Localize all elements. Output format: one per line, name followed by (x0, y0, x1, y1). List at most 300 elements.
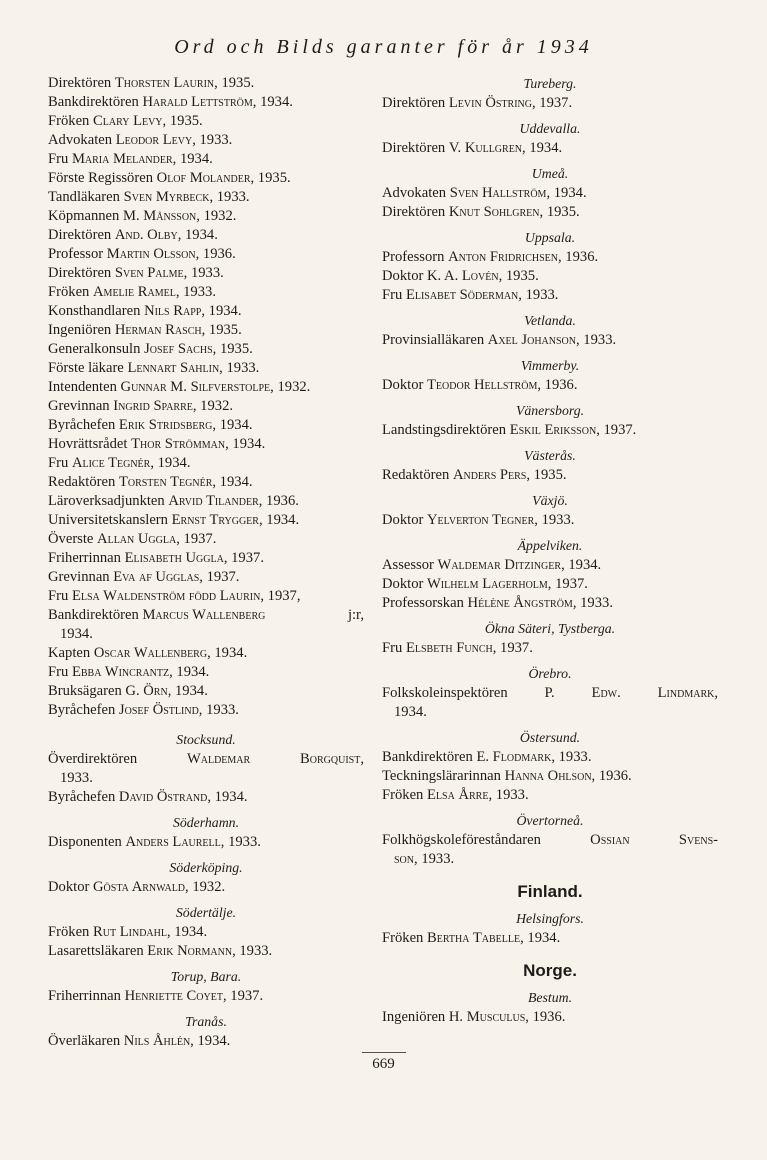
entry-year: 1934. (527, 930, 561, 946)
entry-year: 1937. (555, 576, 588, 592)
entry-title: Bankdirektören (382, 749, 473, 765)
entry-title: Doktor (382, 512, 424, 528)
entry-name: Axel Johanson (487, 332, 576, 348)
entry-title: Assessor (382, 557, 434, 573)
entry-year: 1937. (603, 422, 637, 438)
place-heading: Vimmerby. (520, 358, 580, 373)
entry-title: Förste Regissören (48, 170, 153, 186)
entry-name: Rut Lindahl (93, 924, 167, 940)
entry-title: Landstingsdirektören (382, 422, 507, 438)
entry: Förste Regissören Olof Molander, 1935. (48, 170, 291, 186)
entry: Fröken Bertha Tabelle, 1934. (382, 930, 561, 946)
entry-year: 1934. (208, 303, 242, 319)
place-heading: Västerås. (524, 448, 576, 463)
entry-list (382, 556, 718, 613)
entry: Provinsialläkaren Axel Johanson, 1933. (382, 332, 617, 348)
entry: Teckningslärarinnan Hanna Ohlson, 1936. (382, 768, 632, 784)
entry-name: Oscar Wallenberg (93, 645, 208, 661)
entry: Assessor Waldemar Ditzinger, 1934. (382, 557, 602, 573)
entry-title: Ingeniören (382, 1009, 446, 1025)
entry-marcus-wallenberg: Bankdirektören Marcus Wallenberg j:r, 1934. (48, 607, 364, 642)
entry: Fröken Amelie Ramel, 1933. (48, 284, 216, 300)
country-heading: Norge. (523, 961, 577, 980)
entry: Konsthandlaren Nils Rapp, 1934. (48, 303, 242, 319)
entry-name: Maria Melander (71, 151, 173, 167)
place-heading: Övertorneå. (516, 813, 584, 828)
entry-title: Doktor (382, 268, 424, 284)
entry-title: Kapten (48, 645, 91, 661)
entry: Advokaten Sven Hallström, 1934. (382, 185, 587, 201)
entry: Bankdirektören Harald Lettström, 1934. (48, 94, 293, 110)
entry-year: 1933. (228, 834, 261, 850)
entry-list (382, 331, 718, 350)
page-footer (0, 1052, 767, 1073)
entry-year: 1933. (239, 943, 273, 959)
entry-name: Eskil Eriksson (509, 422, 597, 438)
entry: Redaktören Anders Pers, 1935. (382, 467, 567, 483)
entry-title: Intendenten (48, 379, 117, 395)
entry-list (48, 644, 364, 720)
entry-name: Ernst Trygger (171, 512, 259, 528)
entry-name: Teodor Hellström (427, 377, 538, 393)
entry-title: Universitetskanslern (48, 512, 168, 528)
entry-name: Erik Normann (147, 943, 233, 959)
entry-year: 1933. (226, 360, 260, 376)
entry: Advokaten Leodor Levy, 1933. (48, 132, 233, 148)
entry-name: Erik Stridsberg (118, 417, 213, 433)
entry: Direktören Sven Palme, 1933. (48, 265, 224, 281)
entry-name: Elsa Waldenström född Laurin (71, 588, 261, 604)
page-number-rule (362, 1052, 406, 1053)
entry-list (382, 929, 718, 948)
entry-name: Anders Laurell (125, 834, 221, 850)
entry-year: 1937. (539, 95, 573, 111)
place-heading: Uddevalla. (519, 121, 581, 136)
entry: Fru Elsbeth Funch, 1937. (382, 640, 533, 656)
entry: Doktor Wilhelm Lagerholm, 1937. (382, 576, 588, 592)
entry-year: 1933. (206, 702, 239, 718)
entry-list (382, 748, 718, 805)
entry-year: 1934. (197, 1033, 231, 1049)
entry-year: 1933. (558, 749, 592, 765)
entry-year: 1934. (232, 436, 266, 452)
entry-year: 1935. (257, 170, 291, 186)
entry: Grevinnan Eva af Ugglas, 1937. (48, 569, 240, 585)
section-list (382, 988, 718, 1027)
entry-year: 1935. (169, 113, 203, 129)
entry-year: 1934. (157, 455, 191, 471)
entry-year: 1933. (541, 512, 575, 528)
entry-name: Arvid Tilander (168, 493, 259, 509)
entry-name: Martin Olsson (106, 246, 196, 262)
entry: Lasarettsläkaren Erik Normann, 1933. (48, 943, 273, 959)
entry: Fru Elsa Waldenström född Laurin, 1937, (48, 588, 301, 604)
entry-year: 1937. (206, 569, 240, 585)
entry-title: Överläkaren (48, 1033, 121, 1049)
entry: Överste Allan Uggla, 1937. (48, 531, 217, 547)
place-heading: Tureberg. (523, 76, 577, 91)
entry-list (382, 248, 718, 305)
place-heading: Ökna Säteri, Tystberga. (484, 621, 616, 636)
entry-title: Fru (48, 588, 69, 604)
place-heading: Söderköping. (169, 860, 243, 875)
entry-name: Elisabet Söderman (405, 287, 519, 303)
entry-title: Byråchefen (48, 702, 116, 718)
entry-ossian-svensson: Folkhögskoleföreståndaren Ossian Svens- son, 1933. (382, 832, 718, 867)
entry-name: And. Olby (114, 227, 178, 243)
entry: Direktören And. Olby, 1934. (48, 227, 218, 243)
entry-list (382, 94, 718, 113)
entry: Fru Alice Tegnér, 1934. (48, 455, 191, 471)
entry-title: Grevinnan (48, 398, 110, 414)
entry-name: Amelie Ramel (93, 284, 176, 300)
entry-title: Fröken (48, 284, 90, 300)
entry: Direktören Knut Sohlgren, 1935. (382, 204, 580, 220)
entry-title: Direktören (48, 265, 112, 281)
entry-name: Olof Molander (156, 170, 251, 186)
entry-name: Thorsten Laurin (114, 75, 215, 91)
entry-year: 1932. (192, 879, 226, 895)
entry-name: Elsa Årre (427, 787, 489, 803)
entry-name: Anton Fridrichsen (448, 249, 558, 265)
entry-title: Byråchefen (48, 789, 116, 805)
entry-year: 1934. (175, 683, 208, 699)
entry-name: Harald Lettström (142, 94, 253, 110)
entry-year: 1934. (176, 664, 210, 680)
entry-title: Doktor (382, 576, 424, 592)
entry-list (48, 987, 364, 1006)
entry-name: Josef Östlind (118, 702, 199, 718)
entry-name: V. Kullgren (448, 140, 523, 156)
entry-year: 1934. (553, 185, 587, 201)
entry-name: Thor Strömman (131, 436, 226, 452)
entry-name: Lennart Sahlin (127, 360, 220, 376)
entry-title: Fröken (382, 787, 424, 803)
entry-year: 1937. (183, 531, 217, 547)
entry-title: Generalkonsuln (48, 341, 141, 357)
entry-year: 1934. (568, 557, 602, 573)
entry: Bruksägaren G. Örn, 1934. (48, 683, 208, 699)
entry: Byråchefen David Östrand, 1934. (48, 789, 248, 805)
entry: Doktor Yelverton Tegner, 1933. (382, 512, 575, 528)
entry-name: Ebba Wincrantz (71, 664, 170, 680)
entry: Köpmannen M. Månsson, 1932. (48, 208, 237, 224)
entry-list (382, 639, 718, 658)
entry-name: G. Örn (125, 683, 168, 699)
entry: Doktor Gösta Arnwald, 1932. (48, 879, 226, 895)
place-heading: Södertälje. (175, 905, 237, 920)
place-heading: Söderhamn. (172, 815, 240, 830)
entry: Överläkaren Nils Åhlén, 1934. (48, 1033, 231, 1049)
entry-title: Överste (48, 531, 94, 547)
entry: Professor Martin Olsson, 1936. (48, 246, 236, 262)
entry-year: 1933. (190, 265, 224, 281)
entry-list (48, 788, 364, 807)
entry: Professorskan Hélène Ångström, 1933. (382, 595, 613, 611)
entry: Professorn Anton Fridrichsen, 1936. (382, 249, 599, 265)
entry-title: Köpmannen (48, 208, 120, 224)
entry-year: 1932. (203, 208, 237, 224)
entry-year: 1933. (580, 595, 613, 611)
entry-title: Fru (48, 151, 69, 167)
entry: Doktor K. A. Lovén, 1935. (382, 268, 539, 284)
entry-title: Fru (382, 640, 403, 656)
entry-list (382, 184, 718, 222)
entry-year: 1935. (533, 467, 567, 483)
entry: Friherrinnan Henriette Coyet, 1937. (48, 988, 264, 1004)
entry-name: H. Musculus (448, 1009, 526, 1025)
entry-year: 1935. (505, 268, 539, 284)
place-heading: Torup, Bara. (170, 969, 242, 984)
entry-title: Fru (382, 287, 403, 303)
entry-name: Hanna Ohlson (504, 768, 592, 784)
entry-year: 1937. (231, 550, 264, 566)
entry-year: 1936. (532, 1009, 566, 1025)
entry-name: E. Flodmark (476, 749, 552, 765)
entry-year: 1936. (202, 246, 236, 262)
entry: Fru Ebba Wincrantz, 1934. (48, 664, 210, 680)
entry-list (48, 878, 364, 897)
entry-name: Eva af Ugglas (113, 569, 200, 585)
entry-title: Bankdirektören (48, 94, 139, 110)
entry-title: Fröken (382, 930, 424, 946)
entry-list (382, 1008, 718, 1027)
entry-year: 1932. (277, 379, 311, 395)
entry-title: Direktören (382, 140, 446, 156)
entry: Friherrinnan Elisabeth Uggla, 1937. (48, 550, 264, 566)
entry: Fröken Elsa Årre, 1933. (382, 787, 529, 803)
entry-title: Direktören (48, 227, 112, 243)
entry-title: Bruksägaren (48, 683, 122, 699)
country-heading: Finland. (517, 882, 583, 901)
entry-title: Redaktören (382, 467, 450, 483)
entry: Byråchefen Erik Stridsberg, 1934. (48, 417, 253, 433)
place-heading: Östersund. (519, 730, 581, 745)
entry: Intendenten Gunnar M. Silfverstolpe, 1932. (48, 379, 311, 395)
entry-year: 1933. (583, 332, 617, 348)
entry-name: Henriette Coyet (124, 988, 223, 1004)
entry-list (48, 74, 364, 606)
entry-list (48, 833, 364, 852)
entry-name: M. Månsson (123, 208, 197, 224)
entry-title: Ingeniören (48, 322, 112, 338)
entry: Doktor Teodor Hellström, 1936. (382, 377, 578, 393)
entry: Direktören V. Kullgren, 1934. (382, 140, 563, 156)
entry-list (382, 466, 718, 485)
entry: Redaktören Torsten Tegnér, 1934. (48, 474, 253, 490)
place-heading: Uppsala. (524, 230, 576, 245)
entry-name: Alice Tegnér (71, 455, 151, 471)
entry-title: Direktören (48, 75, 112, 91)
entry-name: Sven Myrbeck (123, 189, 210, 205)
place-heading: Tranås. (185, 1014, 227, 1029)
entry: Bankdirektören E. Flodmark, 1933. (382, 749, 592, 765)
entry-title: Grevinnan (48, 569, 110, 585)
place-heading: Vetlanda. (524, 313, 576, 328)
entry: Byråchefen Josef Östlind, 1933. (48, 702, 239, 718)
place-heading: Bestum. (527, 990, 573, 1005)
entry-title: Professor (48, 246, 104, 262)
entry-year: 1936. (598, 768, 632, 784)
entry-year: 1935. (546, 204, 580, 220)
entry-name: Yelverton Tegner (427, 512, 535, 528)
entry-name: Herman Rasch (114, 322, 202, 338)
entry-name: Torsten Tegnér (118, 474, 213, 490)
entry-list (48, 1032, 364, 1051)
entry-name: David Östrand (118, 789, 208, 805)
entry-title: Advokaten (382, 185, 447, 201)
entry-title: Fru (48, 664, 69, 680)
entry-list (382, 376, 718, 395)
entry-title: Advokaten (48, 132, 113, 148)
entry-name: Sven Hallström (449, 185, 547, 201)
entry-title: Läroverksadjunkten (48, 493, 165, 509)
entry-year: 1933. (495, 787, 529, 803)
entry-year: 1937. (230, 988, 264, 1004)
place-heading: Vänersborg. (515, 403, 585, 418)
entry-name: Nils Rapp (144, 303, 202, 319)
entry-title: Doktor (382, 377, 424, 393)
entry-name: Gunnar M. Silfverstolpe (120, 379, 271, 395)
entry: Fru Maria Melander, 1934. (48, 151, 213, 167)
entry-name: Levin Östring (448, 95, 532, 111)
entry-year: 1936. (565, 249, 599, 265)
place-heading: Helsingfors. (516, 911, 584, 926)
entry: Ingeniören H. Musculus, 1936. (382, 1009, 566, 1025)
entry-name: Sven Palme (114, 265, 184, 281)
right-column (382, 74, 718, 1027)
entry-title: Teckningslärarinnan (382, 768, 501, 784)
entry-title: Byråchefen (48, 417, 116, 433)
entry-name: Leodor Levy (115, 132, 193, 148)
entry-edw-lindmark: Folkskoleinspektören P. Edw. Lindmark, 1934. (382, 685, 718, 720)
entry-name: K. A. Lovén (427, 268, 499, 284)
entry-title: Fröken (48, 113, 90, 129)
running-header: Ord och Bilds garanter för år 1934 (174, 36, 593, 58)
entry-title: Provinsialläkaren (382, 332, 485, 348)
entry-name: Allan Uggla (97, 531, 177, 547)
entry: Direktören Thorsten Laurin, 1935. (48, 75, 255, 91)
entry-year: 1935. (219, 341, 253, 357)
entry-name: Elsbeth Funch (405, 640, 493, 656)
place-heading: Örebro. (528, 666, 572, 681)
entry-title: Disponenten (48, 834, 122, 850)
entry: Läroverksadjunkten Arvid Tilander, 1936. (48, 493, 299, 509)
place-heading: Umeå. (531, 166, 569, 181)
entry-name: Waldemar Ditzinger (437, 557, 562, 573)
entry: Generalkonsuln Josef Sachs, 1935. (48, 341, 253, 357)
entry-list (382, 421, 718, 440)
entry-title: Direktören (382, 95, 446, 111)
entry: Fröken Clary Levy, 1935. (48, 113, 203, 129)
entry-name: Clary Levy (93, 113, 163, 129)
entry-title: Doktor (48, 879, 90, 895)
entry-name: Ingrid Sparre (113, 398, 193, 414)
entry-title: Konsthandlaren (48, 303, 141, 319)
entry-name: Nils Åhlén (123, 1033, 191, 1049)
section-list (382, 909, 718, 948)
entry-name: Gösta Arnwald (93, 879, 186, 895)
entry: Fröken Rut Lindahl, 1934. (48, 924, 208, 940)
place-heading: Stocksund. (176, 732, 236, 747)
entry-name: Wilhelm Lagerholm (427, 576, 548, 592)
entry-title: Friherrinnan (48, 988, 121, 1004)
entry-year: 1934. (185, 227, 218, 243)
entry-year: 1933. (199, 132, 233, 148)
entry-title: Fröken (48, 924, 90, 940)
entry-title: Redaktören (48, 474, 116, 490)
entry-list (382, 139, 718, 158)
entry: Förste läkare Lennart Sahlin, 1933. (48, 360, 260, 376)
entry: Landstingsdirektören Eskil Eriksson, 1937. (382, 422, 637, 438)
entry-year: 1932. (200, 398, 234, 414)
entry: Hovrättsrådet Thor Strömman, 1934. (48, 436, 266, 452)
entry-waldemar-borgquist: Överdirektören Waldemar Borgquist, 1933. (48, 751, 364, 786)
entry-year: 1933. (216, 189, 250, 205)
entry-year: 1934. (214, 789, 248, 805)
entry: Ingeniören Herman Rasch, 1935. (48, 322, 242, 338)
entry-name: Bertha Tabelle (427, 930, 521, 946)
entry-name: Knut Sohlgren (448, 204, 540, 220)
entry-title: Förste läkare (48, 360, 124, 376)
place-heading: Växjö. (532, 493, 568, 508)
left-column (48, 74, 364, 1051)
entry-year: 1934. (529, 140, 563, 156)
entry-name: Josef Sachs (144, 341, 213, 357)
entry-year: 1933. (525, 287, 559, 303)
entry-name: Anders Pers (452, 467, 527, 483)
entry-title: Professorskan (382, 595, 464, 611)
entry: Direktören Levin Östring, 1937. (382, 95, 573, 111)
entry-year: 1936. (544, 377, 578, 393)
entry-year: 1934. (174, 924, 208, 940)
place-heading: Äppelviken. (517, 538, 583, 553)
entry-year: 1933. (183, 284, 216, 300)
entry: Universitetskanslern Ernst Trygger, 1934. (48, 512, 300, 528)
entry: Tandläkaren Sven Myrbeck, 1933. (48, 189, 250, 205)
entry-year: 1937. (500, 640, 533, 656)
entry-year: 1935. (208, 322, 242, 338)
entry-year: 1934. (219, 474, 253, 490)
entry-list (382, 511, 718, 530)
section-list (48, 813, 364, 1051)
entry: Fru Elisabet Söderman, 1933. (382, 287, 559, 303)
entry: Grevinnan Ingrid Sparre, 1932. (48, 398, 234, 414)
entry-title: Professorn (382, 249, 445, 265)
entry-year: 1934. (214, 645, 248, 661)
entry-year: 1934. (260, 94, 293, 110)
entry-title: Fru (48, 455, 69, 471)
entry-year: 1934. (179, 151, 213, 167)
entry-year: 1937, (267, 588, 301, 604)
entry-list (48, 923, 364, 961)
entry-name: Hélène Ångström (467, 595, 573, 611)
entry-year: 1936. (266, 493, 299, 509)
country-list (382, 881, 718, 1027)
entry: Disponenten Anders Laurell, 1933. (48, 834, 261, 850)
entry-name: Elisabeth Uggla (124, 550, 224, 566)
entry-title: Tandläkaren (48, 189, 120, 205)
entry-year: 1934. (266, 512, 300, 528)
entry-title: Friherrinnan (48, 550, 121, 566)
entry-title: Lasarettsläkaren (48, 943, 144, 959)
section-list (382, 74, 718, 658)
entry: Kapten Oscar Wallenberg, 1934. (48, 645, 248, 661)
entry-title: Hovrättsrådet (48, 436, 128, 452)
page-number: 669 (372, 1056, 395, 1072)
entry-year: 1935. (221, 75, 255, 91)
entry-year: 1934. (219, 417, 253, 433)
